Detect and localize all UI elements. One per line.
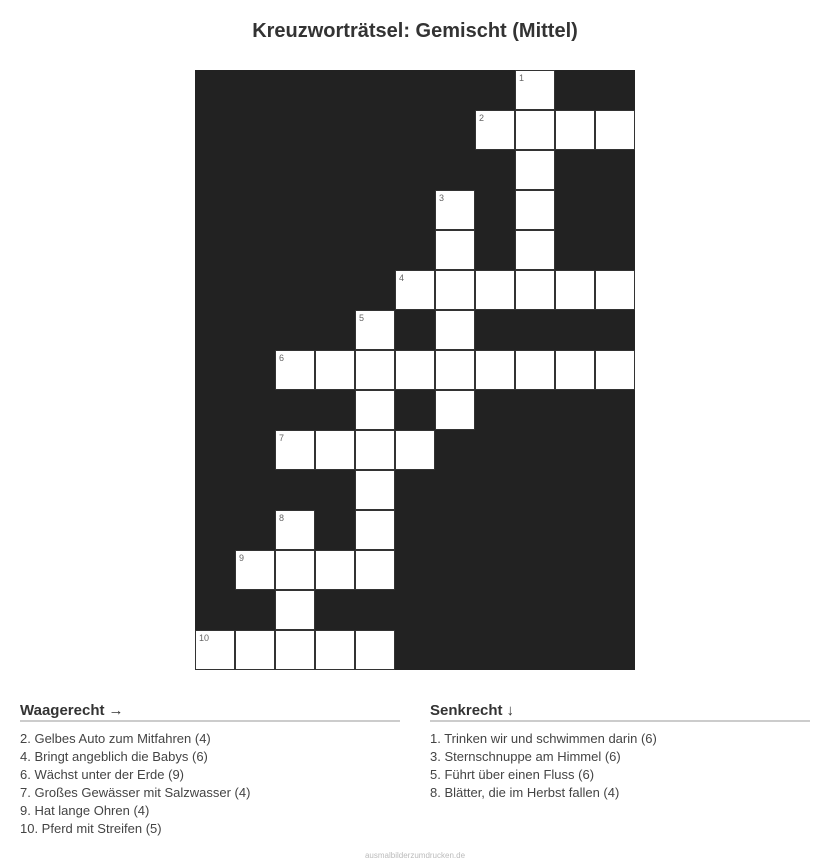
grid-cell[interactable] — [275, 550, 315, 590]
grid-cell[interactable] — [555, 110, 595, 150]
crossword-grid — [195, 70, 635, 670]
down-heading — [430, 702, 810, 722]
down-clue: 8. Blätter, die im Herbst fallen (4) — [430, 785, 620, 800]
grid-cell[interactable] — [355, 350, 395, 390]
across-clue: 2. Gelbes Auto zum Mitfahren (4) — [20, 731, 211, 746]
grid-cell[interactable] — [395, 270, 435, 310]
grid-cell[interactable] — [355, 470, 395, 510]
down-clue: 5. Führt über einen Fluss (6) — [430, 767, 595, 782]
grid-cell[interactable] — [315, 350, 355, 390]
grid-cell[interactable] — [515, 270, 555, 310]
clue-number: 6 — [279, 353, 285, 363]
grid-cell[interactable] — [195, 630, 235, 670]
grid-cell[interactable] — [315, 630, 355, 670]
grid-cell[interactable] — [435, 310, 475, 350]
grid-cell[interactable] — [515, 190, 555, 230]
down-clue: 1. Trinken wir und schwimmen darin (6) — [430, 731, 657, 746]
across-clue: 4. Bringt angeblich die Babys (6) — [20, 749, 208, 764]
across-clue: 10. Pferd mit Streifen (5) — [20, 821, 162, 836]
grid-cell[interactable] — [475, 270, 515, 310]
grid-cell[interactable] — [595, 270, 635, 310]
across-clues-section — [20, 702, 400, 838]
grid-cell[interactable] — [595, 350, 635, 390]
clue-number: 2 — [479, 113, 485, 123]
grid-cell[interactable] — [315, 430, 355, 470]
grid-cell[interactable] — [275, 590, 315, 630]
grid-cell[interactable] — [435, 350, 475, 390]
clue-number: 5 — [359, 313, 365, 323]
grid-cell[interactable] — [275, 510, 315, 550]
grid-cell[interactable] — [235, 630, 275, 670]
grid-cell[interactable] — [235, 550, 275, 590]
down-clues-section — [430, 702, 810, 802]
clue-number: 4 — [399, 273, 405, 283]
down-heading-label: Senkrecht — [430, 702, 503, 719]
grid-cell[interactable] — [355, 310, 395, 350]
across-heading — [20, 702, 400, 722]
grid-cell[interactable] — [515, 110, 555, 150]
grid-cell[interactable] — [555, 270, 595, 310]
grid-cell[interactable] — [515, 150, 555, 190]
grid-cell[interactable] — [515, 230, 555, 270]
grid-cell[interactable] — [435, 190, 475, 230]
down-arrow-icon: ↓ — [506, 702, 515, 719]
grid-cell[interactable] — [355, 630, 395, 670]
grid-cell[interactable] — [595, 110, 635, 150]
grid-cell[interactable] — [515, 350, 555, 390]
grid-cell[interactable] — [435, 270, 475, 310]
grid-cell[interactable] — [355, 550, 395, 590]
grid-cell[interactable] — [475, 110, 515, 150]
grid-cell[interactable] — [515, 70, 555, 110]
grid-cell[interactable] — [355, 390, 395, 430]
grid-cell[interactable] — [435, 390, 475, 430]
grid-cell[interactable] — [435, 230, 475, 270]
page-title: Kreuzworträtsel: Gemischt (Mittel) — [252, 20, 578, 42]
across-clue: 7. Großes Gewässer mit Salzwasser (4) — [20, 785, 251, 800]
across-clue: 6. Wächst unter der Erde (9) — [20, 767, 185, 782]
grid-cell[interactable] — [275, 430, 315, 470]
across-clue-list — [20, 730, 400, 838]
grid-cell[interactable] — [555, 350, 595, 390]
clue-number: 10 — [199, 633, 210, 643]
clue-number: 9 — [239, 553, 245, 563]
grid-cell[interactable] — [395, 430, 435, 470]
grid-cell[interactable] — [355, 430, 395, 470]
grid-cell[interactable] — [475, 350, 515, 390]
grid-cell[interactable] — [395, 350, 435, 390]
grid-cell[interactable] — [275, 630, 315, 670]
clue-number: 1 — [519, 73, 525, 83]
grid-cell[interactable] — [315, 550, 355, 590]
down-clue-list — [430, 730, 810, 802]
clue-number: 3 — [439, 193, 445, 203]
grid-cell[interactable] — [355, 510, 395, 550]
clue-number: 8 — [279, 513, 285, 523]
right-arrow-icon: → — [108, 702, 124, 719]
grid-cell[interactable] — [275, 350, 315, 390]
down-clue: 3. Sternschnuppe am Himmel (6) — [430, 749, 621, 764]
footer-credit: ausmalbilderzumdrucken.de — [364, 851, 466, 860]
clue-number: 7 — [279, 433, 285, 443]
across-heading-label: Waagerecht — [20, 702, 105, 719]
across-clue: 9. Hat lange Ohren (4) — [20, 803, 150, 818]
